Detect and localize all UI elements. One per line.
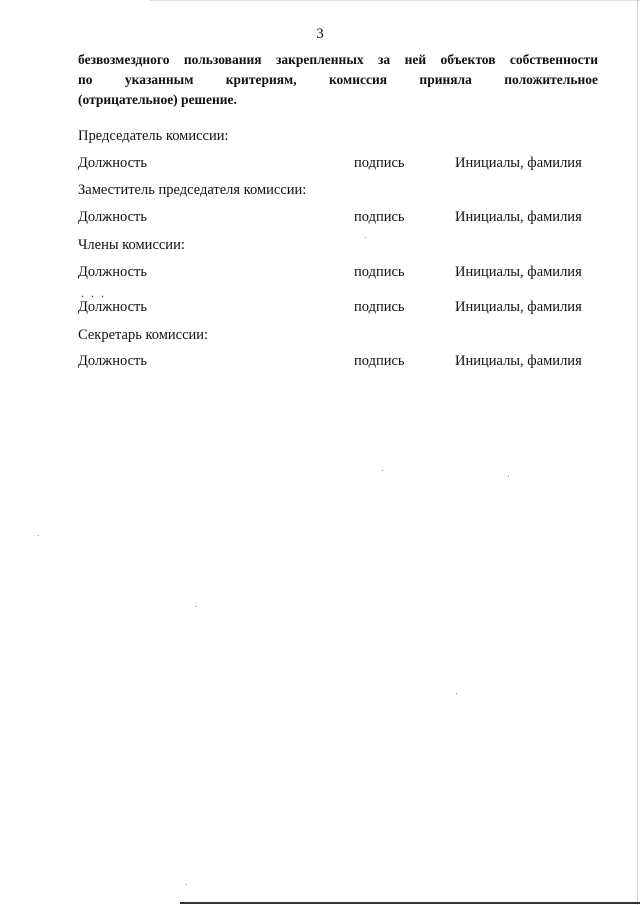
name-label: Инициалы, фамилия	[455, 353, 582, 369]
scan-speck	[195, 606, 196, 607]
member-signature-row	[78, 299, 598, 319]
paragraph-line: безвозмездного пользования закрепленных за ней объектов собственности	[78, 52, 598, 67]
name-label: Инициалы, фамилия	[455, 264, 582, 280]
position-label: Должность	[78, 209, 147, 225]
position-label: Должность	[78, 264, 147, 280]
scan-speck	[382, 470, 383, 471]
members-ellipsis: . . .	[81, 286, 106, 300]
chairman-title: Председатель комиссии:	[78, 128, 229, 144]
scan-speck	[456, 693, 457, 694]
scan-speck	[186, 884, 187, 885]
deputy-chairman-signature-row	[78, 209, 598, 229]
position-label: Должность	[78, 353, 147, 369]
name-label: Инициалы, фамилия	[455, 155, 582, 171]
position-label: Должность	[78, 155, 147, 171]
scan-edge-bottom	[180, 902, 640, 904]
scan-edge-right	[637, 0, 638, 905]
secretary-title: Секретарь комиссии:	[78, 327, 209, 343]
name-label: Инициалы, фамилия	[455, 209, 582, 225]
scan-speck	[508, 476, 509, 477]
members-title: Члены комиссии:	[78, 237, 185, 253]
signature-label: подпись	[354, 155, 405, 171]
signature-label: подпись	[354, 264, 405, 280]
decision-paragraph	[78, 50, 598, 110]
chairman-signature-row	[78, 155, 598, 175]
position-label: Должность	[78, 299, 147, 315]
signature-label: подпись	[354, 299, 405, 315]
scan-edge-top	[150, 0, 640, 1]
scan-speck	[38, 535, 39, 536]
name-label: Инициалы, фамилия	[455, 299, 582, 315]
scan-speck	[365, 237, 366, 238]
paragraph-line: (отрицательное) решение.	[78, 92, 237, 107]
signature-label: подпись	[354, 353, 405, 369]
member-signature-row	[78, 264, 598, 284]
paragraph-line: по указанным критериям, комиссия приняла положительное	[78, 72, 598, 87]
deputy-chairman-title: Заместитель председателя комиссии:	[78, 182, 307, 198]
page-number: 3	[316, 26, 324, 42]
secretary-signature-row	[78, 353, 598, 373]
signature-label: подпись	[354, 209, 405, 225]
